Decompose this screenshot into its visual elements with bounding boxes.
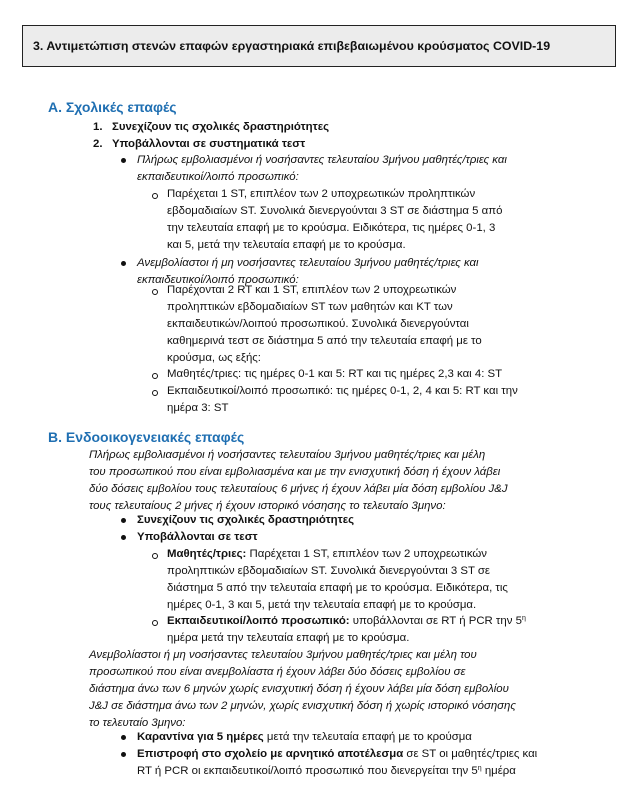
- list-number-1: 1.: [93, 121, 103, 133]
- section-b-intro-line-4: τους τελευταίους 2 μήνες ή έχουν ιστορικό νόσησης το τελευταίο 3μηνο:: [89, 500, 446, 512]
- superscript: η: [521, 615, 526, 622]
- bullet-icon: [121, 158, 126, 163]
- bullet-icon: [121, 518, 126, 523]
- superscript: η: [477, 765, 482, 772]
- section-b-staff-line-2: ημέρα μετά την τελευταία επαφή με το κρούσμα.: [167, 632, 410, 644]
- section-b-students-line-3: διάστημα 5 από την τελευταία επαφή με το κρούσμα. Ειδικότερα, τις: [167, 582, 508, 594]
- section-b-intro-line-2: του προσωπικού που είναι εμβολιασμένα και με την ενισχυτική δόση ή έχουν λάβει: [89, 466, 501, 478]
- section-a-item-1: Συνεχίζουν τις σχολικές δραστηριότητες: [112, 121, 330, 133]
- section-b-bullet-1: Συνεχίζουν τις σχολικές δραστηριότητες: [137, 514, 355, 526]
- section-b-quarantine: [137, 729, 472, 746]
- bullet-icon: [121, 261, 126, 266]
- circle-bullet-icon: [152, 620, 158, 626]
- section-b-unvacc-intro-line-1: Ανεμβολίαστοι ή μη νοσήσαντες τελευταίου 3μήνου μαθητές/τριες και μέλη του: [89, 649, 477, 661]
- section-b-return-line-2: [137, 763, 516, 780]
- section-b-staff-label: Εκπαιδευτικοί/λοιπό προσωπικό:: [167, 615, 350, 627]
- section-b-students-line-4: ημέρες 0-1, 3 και 5, μετά την τελευταία επαφή με το κρούσμα.: [167, 599, 477, 611]
- section-b-intro-line-1: Πλήρως εμβολιασμένοι ή νοσήσαντες τελευταίου 3μήνου μαθητές/τριες και μέλη: [89, 449, 486, 461]
- section-b-unvacc-intro-line-3: διάστημα άνω των 6 μηνών χωρίς ενισχυτική δόση ή έχουν λάβει μία δόση εμβολίου: [89, 683, 509, 695]
- section-b-return-rest: σε ST οι μαθητές/τριες και: [403, 748, 538, 760]
- section-b-students-line-1: [167, 546, 487, 563]
- document-title: 3. Αντιμετώπιση στενών επαφών εργαστηριακά επιβεβαιωμένου κρούσματος COVID-19: [22, 25, 616, 67]
- section-b-students-line-2: προληπτικών εβδομαδιαίων ST. Συνολικά διενεργούνται 3 ST σε: [167, 565, 491, 577]
- section-b-return-line-2-text: RT ή PCR οι εκπαιδευτικοί/λοιπό προσωπικό που διενεργείται την 5: [137, 765, 478, 777]
- section-a-vaccinated-line-2: εκπαιδευτικοί/λοιπό προσωπικό:: [137, 171, 299, 183]
- section-b-return-bold: Επιστροφή στο σχολείο με αρνητικό αποτέλεσμα: [137, 748, 404, 760]
- circle-bullet-icon: [152, 289, 158, 295]
- section-a-vaccinated-sub-line-4: και 5, μετά την τελευταία επαφή με το κρούσμα.: [167, 239, 406, 251]
- section-a-vaccinated-line-1: Πλήρως εμβολιασμένοι ή νοσήσαντες τελευταίου 3μήνου μαθητές/τριες και: [137, 154, 507, 166]
- section-a-unvaccinated-sub1-line-4: καθημερινά τεστ σε διάστημα 5 από την τελευταία επαφή με το: [167, 335, 482, 347]
- section-b-unvacc-intro-line-5: το τελευταίο 3μηνο:: [89, 717, 186, 729]
- section-a-unvaccinated-sub1-line-3: εκπαιδευτικών/λοιπού προσωπικού. Συνολικά διενεργούνται: [167, 318, 469, 330]
- section-b-quarantine-bold: Καραντίνα για 5 ημέρες: [137, 731, 264, 743]
- section-b-return: [137, 746, 537, 763]
- section-a-unvaccinated-sub1-line-2: προληπτικών εβδομαδιαίων ST των μαθητών και ΚΤ των: [167, 301, 453, 313]
- section-b-unvacc-intro-line-2: προσωπικού που είναι ανεμβολίαστα ή έχουν λάβει δύο δόσεις εμβολίου σε: [89, 666, 466, 678]
- section-b-students-text: Παρέχεται 1 ST, επιπλέον των 2 υποχρεωτικών: [246, 548, 487, 560]
- section-a-unvaccinated-staff-line-2: ημέρα 3: ST: [167, 402, 229, 414]
- section-b-unvacc-intro-line-4: J&J σε διάστημα άνω των 2 μηνών, χωρίς ενισχυτική δόση ή χωρίς ιστορικό νόσησης: [89, 700, 516, 712]
- circle-bullet-icon: [152, 553, 158, 559]
- section-b-return-end: ημέρα: [481, 765, 516, 777]
- bullet-icon: [121, 535, 126, 540]
- section-a-unvaccinated-sub1-line-5: κρούσμα, ως εξής:: [167, 352, 261, 364]
- section-a-unvaccinated-staff-line-1: Εκπαιδευτικοί/λοιπό προσωπικό: τις ημέρες 0-1, 2, 4 και 5: RT και την: [167, 385, 518, 397]
- section-b-quarantine-rest: μετά την τελευταία επαφή με το κρούσμα: [263, 731, 472, 743]
- circle-bullet-icon: [152, 390, 158, 396]
- circle-bullet-icon: [152, 193, 158, 199]
- section-a-heading: Α. Σχολικές επαφές: [48, 99, 177, 115]
- section-b-heading: Β. Ενδοοικογενειακές επαφές: [48, 429, 245, 445]
- section-b-staff-line-1: [167, 613, 526, 630]
- section-a-vaccinated-sub-line-2: εβδομαδιαίων ST. Συνολικά διενεργούνται 3 ST σε διάστημα 5 από: [167, 205, 503, 217]
- list-number-2: 2.: [93, 138, 103, 150]
- circle-bullet-icon: [152, 373, 158, 379]
- section-b-staff-text: υποβάλλονται σε RT ή PCR την 5: [349, 615, 522, 627]
- section-a-unvaccinated-students: Μαθητές/τριες: τις ημέρες 0-1 και 5: RT και τις ημέρες 2,3 και 4: ST: [167, 368, 503, 380]
- section-a-vaccinated-sub-line-3: την τελευταία επαφή με το κρούσμα. Ειδικότερα, τις ημέρες 0-1, 3: [167, 222, 496, 234]
- section-b-bullet-2: Υποβάλλονται σε τεστ: [137, 531, 258, 543]
- section-b-students-label: Μαθητές/τριες:: [167, 548, 247, 560]
- section-a-vaccinated-sub-line-1: Παρέχεται 1 ST, επιπλέον των 2 υποχρεωτικών προληπτικών: [167, 188, 476, 200]
- bullet-icon: [121, 735, 126, 740]
- bullet-icon: [121, 752, 126, 757]
- section-a-unvaccinated-line-1: Ανεμβολίαστοι ή μη νοσήσαντες τελευταίου 3μήνου μαθητές/τριες και: [137, 257, 479, 269]
- section-b-intro-line-3: δύο δόσεις εμβολίου τους τελευταίους 6 μήνες ή έχουν λάβει μία δόση εμβολίου J&J: [89, 483, 508, 495]
- section-a-item-2: Υποβάλλονται σε συστηματικά τεστ: [112, 138, 306, 150]
- section-a-unvaccinated-sub1-line-1: Παρέχονται 2 RT και 1 ST, επιπλέον των 2 υποχρεωτικών: [167, 284, 457, 296]
- section-a-unvaccinated-line-2: εκπαιδευτικοί/λοιπό προσωπικό:: [137, 274, 299, 286]
